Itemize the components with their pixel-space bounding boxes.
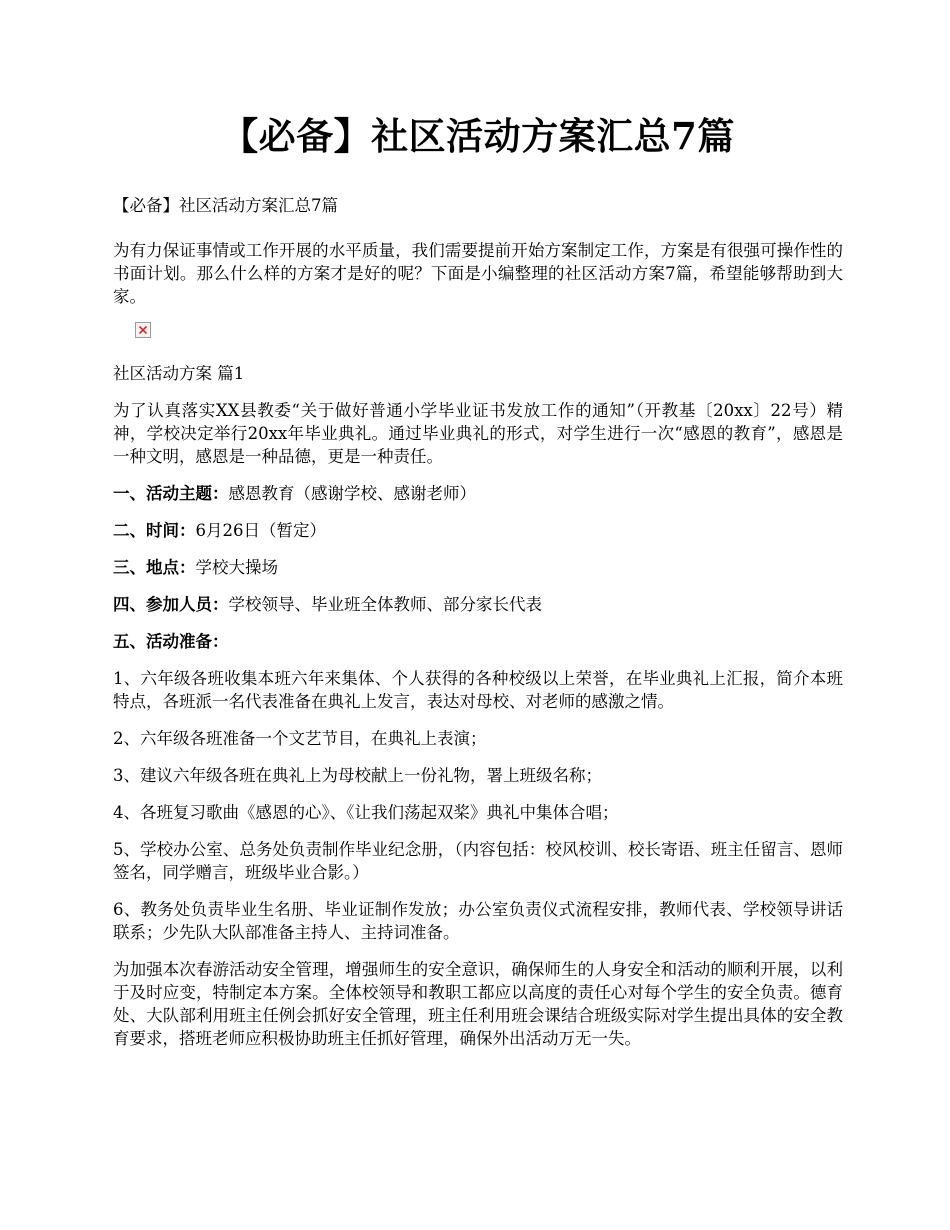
item-theme [113, 482, 843, 505]
item-label: 一、活动主题： [113, 484, 229, 503]
section-heading: 社区活动方案 篇1 [113, 364, 245, 383]
broken-image-icon [135, 322, 151, 338]
document-page [113, 108, 843, 1064]
item-participants [113, 593, 843, 616]
item-value: 感恩教育（感谢学校、感谢老师） [228, 484, 476, 503]
paragraph-safety: 为加强本次春游活动安全管理，增强师生的安全意识，确保师生的人身安全和活动的顺利开展，以利于及时应变，特制定本方案。全体校领导和教职工都应以高度的责任心对每个学生的安全负责。德育处、大队部利用班主任例会抓好安全管理，班主任利用班会课结合班级实际对学生提出具体的安全教育要求，搭班老师应积极协助班主任抓好管理，确保外出活动万无一失。 [113, 960, 843, 1048]
item-preparation [113, 630, 843, 653]
item-label: 三、地点： [113, 558, 196, 577]
item-value: 6月26日（暂定） [195, 521, 326, 540]
item-label: 五、活动准备： [113, 632, 229, 651]
preparation-step: 3、建议六年级各班在典礼上为母校献上一份礼物，署上班级名称； [113, 766, 602, 785]
preparation-step: 6、教务处负责毕业生名册、毕业证制作发放；办公室负责仪式流程安排，教师代表、学校领导讲话联系；少先队大队部准备主持人、主持词准备。 [113, 900, 843, 942]
preparation-step: 1、六年级各班收集本班六年来集体、个人获得的各种校级以上荣誉，在毕业典礼上汇报，简介本班特点，各班派一名代表准备在典礼上发言，表达对母校、对老师的感激之情。 [113, 669, 843, 711]
item-location [113, 556, 843, 579]
item-time [113, 519, 843, 542]
item-label: 二、时间： [113, 521, 196, 540]
preparation-step: 2、六年级各班准备一个文艺节目，在典礼上表演； [113, 729, 487, 748]
preparation-step: 5、学校办公室、总务处负责制作毕业纪念册，（内容包括：校风校训、校长寄语、班主任留言、恩师签名，同学赠言，班级毕业合影。） [113, 840, 843, 882]
document-subtitle: 【必备】社区活动方案汇总7篇 [113, 196, 338, 215]
item-value: 学校领导、毕业班全体教师、部分家长代表 [228, 595, 542, 614]
paragraph-purpose: 为了认真落实XX县教委“关于做好普通小学毕业证书发放工作的通知”（开教基〔20xx〕22号）精神，学校决定举行20xx年毕业典礼。通过毕业典礼的形式，对学生进行一次“感恩的教育”，感恩是一种文明，感恩是一种品德，更是一种责任。 [113, 401, 843, 466]
item-label: 四、参加人员： [113, 595, 229, 614]
preparation-step: 4、各班复习歌曲《感恩的心》、《让我们荡起双桨》典礼中集体合唱； [113, 803, 619, 822]
document-title: 【必备】社区活动方案汇总7篇 [221, 114, 735, 158]
intro-paragraph: 为有力保证事情或工作开展的水平质量，我们需要提前开始方案制定工作，方案是有很强可操作性的书面计划。那么什么样的方案才是好的呢？下面是小编整理的社区活动方案7篇，希望能够帮助到大家。 [113, 241, 843, 306]
item-value: 学校大操场 [195, 558, 278, 577]
